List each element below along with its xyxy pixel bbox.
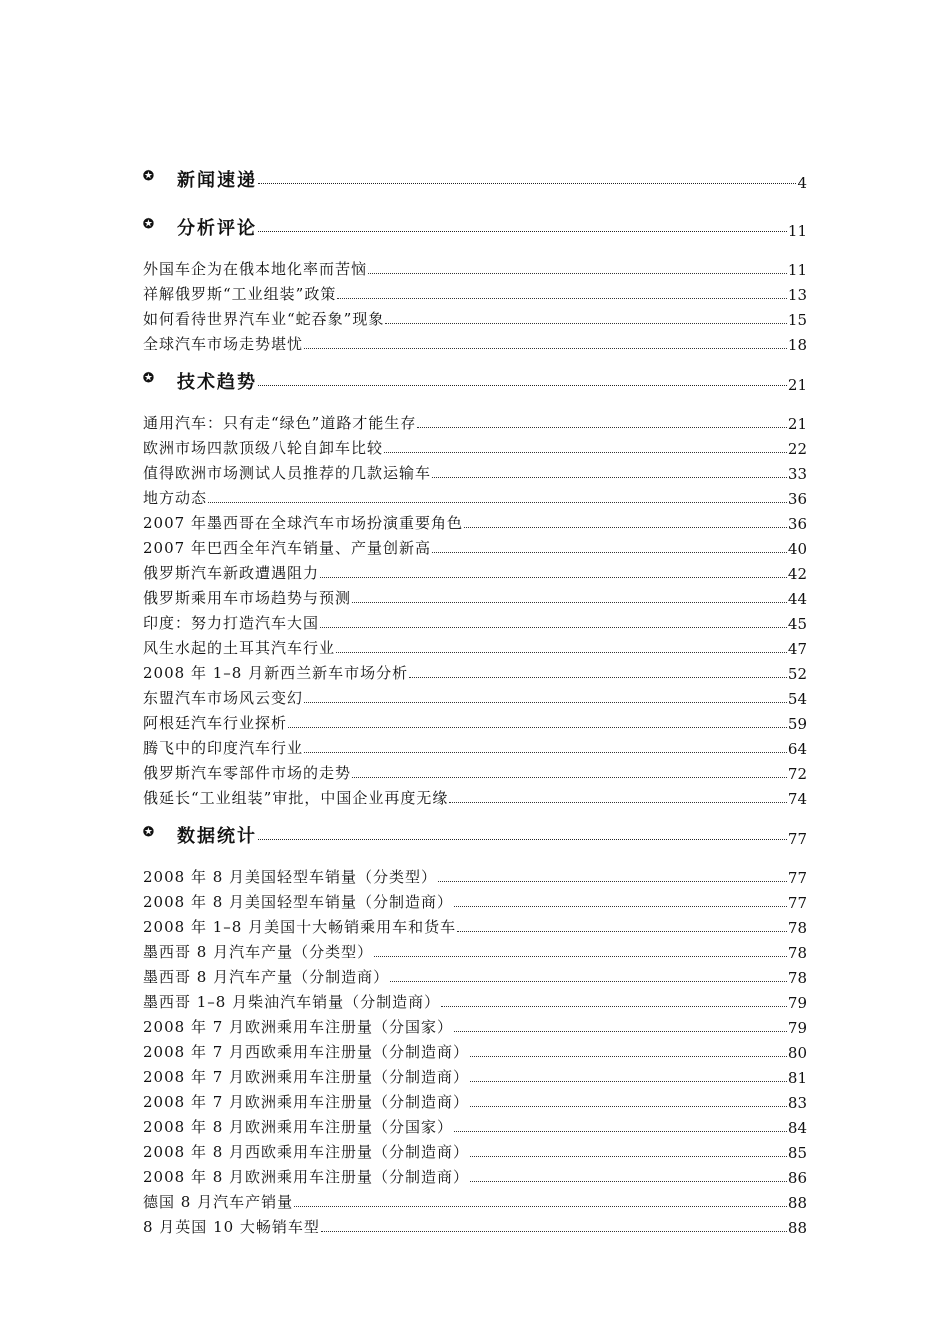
page-number: 11 (787, 222, 807, 240)
entry-title: 地方动态 (143, 489, 208, 507)
page-number: 21 (787, 415, 807, 433)
dot-leader (457, 931, 787, 932)
entry-title: 德国 8 月汽车产销量 (143, 1193, 294, 1211)
dot-leader (258, 385, 787, 386)
page-number: 22 (787, 440, 807, 458)
table-of-contents (143, 158, 807, 1243)
dot-leader (352, 602, 787, 603)
toc-section-heading[interactable] (143, 360, 807, 394)
entry-title: 2008 年 7 月欧洲乘用车注册量（分制造商） (143, 1093, 470, 1111)
page-number: 84 (787, 1119, 807, 1137)
toc-entry[interactable] (143, 1087, 807, 1112)
toc-entry[interactable] (143, 708, 807, 733)
page-number: 15 (787, 311, 807, 329)
page-number: 77 (787, 830, 807, 848)
entry-title: 阿根廷汽车行业探析 (143, 714, 288, 732)
dot-leader (304, 348, 787, 349)
toc-entry[interactable] (143, 658, 807, 683)
page-number: 85 (787, 1144, 807, 1162)
toc-section-heading[interactable] (143, 814, 807, 848)
entry-title: 风生水起的土耳其汽车行业 (143, 639, 336, 657)
toc-entry[interactable] (143, 279, 807, 304)
dot-leader (337, 298, 787, 299)
section-spacer (143, 1237, 807, 1243)
toc-entry[interactable] (143, 508, 807, 533)
page-number: 33 (787, 465, 807, 483)
page-number: 42 (787, 565, 807, 583)
entry-title: 2008 年 7 月欧洲乘用车注册量（分制造商） (143, 1068, 470, 1086)
page-number: 78 (787, 969, 807, 987)
toc-entry[interactable] (143, 1037, 807, 1062)
entry-title: 2008 年 8 月欧洲乘用车注册量（分国家） (143, 1118, 454, 1136)
page-number: 36 (787, 490, 807, 508)
page-number: 64 (787, 740, 807, 758)
toc-entry[interactable] (143, 937, 807, 962)
toc-entry[interactable] (143, 1162, 807, 1187)
toc-entry[interactable] (143, 862, 807, 887)
dot-leader (464, 527, 787, 528)
dot-leader (294, 1206, 787, 1207)
dot-leader (470, 1056, 787, 1057)
dot-leader (438, 881, 787, 882)
dot-leader (390, 981, 787, 982)
dot-leader (432, 477, 787, 478)
toc-entry[interactable] (143, 783, 807, 808)
toc-entry[interactable] (143, 433, 807, 458)
dot-leader (385, 323, 787, 324)
dot-leader (258, 183, 796, 184)
page-number: 74 (787, 790, 807, 808)
toc-entry[interactable] (143, 1187, 807, 1212)
entry-title: 俄罗斯汽车零部件市场的走势 (143, 764, 352, 782)
dot-leader (470, 1181, 787, 1182)
entry-title: 2008 年 1–8 月新西兰新车市场分析 (143, 664, 409, 682)
toc-entry[interactable] (143, 683, 807, 708)
toc-entry[interactable] (143, 1062, 807, 1087)
toc-entry[interactable] (143, 912, 807, 937)
dot-leader (258, 231, 787, 232)
toc-entry[interactable] (143, 608, 807, 633)
star-bullet-icon: ✪ (143, 825, 154, 840)
entry-title: 墨西哥 1–8 月柴油汽车销量（分制造商） (143, 993, 441, 1011)
dot-leader (454, 906, 787, 907)
toc-entry[interactable] (143, 458, 807, 483)
dot-leader (417, 427, 787, 428)
page-number: 47 (787, 640, 807, 658)
dot-leader (409, 677, 787, 678)
entry-title: 2008 年 7 月欧洲乘用车注册量（分国家） (143, 1018, 454, 1036)
page-number: 77 (787, 894, 807, 912)
dot-leader (470, 1156, 787, 1157)
entry-title: 墨西哥 8 月汽车产量（分类型） (143, 943, 374, 961)
page-number: 88 (787, 1194, 807, 1212)
page-number: 77 (787, 869, 807, 887)
entry-title: 2008 年 8 月美国轻型车销量（分制造商） (143, 893, 454, 911)
dot-leader (258, 839, 787, 840)
page-number: 36 (787, 515, 807, 533)
page-number: 72 (787, 765, 807, 783)
dot-leader (336, 652, 787, 653)
dot-leader (321, 1231, 787, 1232)
section-title: 数据统计 (177, 826, 257, 847)
page-number: 78 (787, 944, 807, 962)
toc-entry[interactable] (143, 583, 807, 608)
page-number: 59 (787, 715, 807, 733)
dot-leader (208, 502, 787, 503)
dot-leader (449, 802, 787, 803)
dot-leader (384, 452, 787, 453)
toc-entry[interactable] (143, 329, 807, 354)
toc-entry[interactable] (143, 1137, 807, 1162)
dot-leader (352, 777, 787, 778)
page-number: 4 (797, 174, 807, 192)
page-number: 13 (787, 286, 807, 304)
toc-entry[interactable] (143, 987, 807, 1012)
dot-leader (454, 1131, 787, 1132)
entry-title: 俄延长“工业组装”审批，中国企业再度无缘 (143, 789, 449, 807)
toc-entry[interactable] (143, 633, 807, 658)
page-number: 40 (787, 540, 807, 558)
toc-entry[interactable] (143, 1012, 807, 1037)
page-number: 11 (787, 261, 807, 279)
dot-leader (368, 273, 787, 274)
entry-title: 2008 年 1–8 月美国十大畅销乘用车和货车 (143, 918, 457, 936)
entry-title: 俄罗斯乘用车市场趋势与预测 (143, 589, 352, 607)
page-number: 52 (787, 665, 807, 683)
page-number: 80 (787, 1044, 807, 1062)
entry-title: 2008 年 8 月欧洲乘用车注册量（分制造商） (143, 1168, 470, 1186)
toc-entry[interactable] (143, 254, 807, 279)
dot-leader (374, 956, 787, 957)
entry-title: 2008 年 8 月美国轻型车销量（分类型） (143, 868, 438, 886)
toc-section-heading[interactable] (143, 206, 807, 240)
dot-leader (288, 727, 787, 728)
toc-entry[interactable] (143, 758, 807, 783)
dot-leader (454, 1031, 787, 1032)
toc-entry[interactable] (143, 533, 807, 558)
entry-title: 通用汽车：只有走“绿色”道路才能生存 (143, 414, 417, 432)
toc-entry[interactable] (143, 408, 807, 433)
toc-entry[interactable] (143, 1112, 807, 1137)
page-number: 54 (787, 690, 807, 708)
entry-title: 2008 年 8 月西欧乘用车注册量（分制造商） (143, 1143, 470, 1161)
page-number: 44 (787, 590, 807, 608)
entry-title: 全球汽车市场走势堪忧 (143, 335, 304, 353)
toc-entry[interactable] (143, 962, 807, 987)
page-number: 81 (787, 1069, 807, 1087)
page-number: 18 (787, 336, 807, 354)
toc-entry[interactable] (143, 558, 807, 583)
star-bullet-icon: ✪ (143, 371, 154, 386)
toc-entry[interactable] (143, 304, 807, 329)
star-bullet-icon: ✪ (143, 217, 154, 232)
entry-title: 2007 年墨西哥在全球汽车市场扮演重要角色 (143, 514, 463, 532)
dot-leader (304, 702, 787, 703)
page-number: 45 (787, 615, 807, 633)
entry-title: 欧洲市场四款顶级八轮自卸车比较 (143, 439, 384, 457)
dot-leader (304, 752, 787, 753)
entry-title: 如何看待世界汽车业“蛇吞象”现象 (143, 310, 385, 328)
page-number: 78 (787, 919, 807, 937)
dot-leader (320, 627, 787, 628)
page-number: 79 (787, 994, 807, 1012)
page-number: 88 (787, 1219, 807, 1237)
star-bullet-icon: ✪ (143, 169, 154, 184)
page-number: 86 (787, 1169, 807, 1187)
page-number: 79 (787, 1019, 807, 1037)
toc-section-heading[interactable] (143, 158, 807, 192)
entry-title: 外国车企为在俄本地化率而苦恼 (143, 260, 368, 278)
page-number: 21 (787, 376, 807, 394)
toc-entry[interactable] (143, 483, 807, 508)
dot-leader (320, 577, 787, 578)
dot-leader (470, 1081, 787, 1082)
toc-entry[interactable] (143, 887, 807, 912)
entry-title: 腾飞中的印度汽车行业 (143, 739, 304, 757)
entry-title: 祥解俄罗斯“工业组装”政策 (143, 285, 337, 303)
dot-leader (432, 552, 787, 553)
entry-title: 印度：努力打造汽车大国 (143, 614, 320, 632)
entry-title: 值得欧洲市场测试人员推荐的几款运输车 (143, 464, 432, 482)
page-number: 83 (787, 1094, 807, 1112)
dot-leader (470, 1106, 787, 1107)
entry-title: 墨西哥 8 月汽车产量（分制造商） (143, 968, 390, 986)
section-title: 新闻速递 (177, 170, 257, 191)
entry-title: 俄罗斯汽车新政遭遇阻力 (143, 564, 320, 582)
dot-leader (441, 1006, 787, 1007)
section-title: 技术趋势 (177, 372, 257, 393)
entry-title: 2008 年 7 月西欧乘用车注册量（分制造商） (143, 1043, 470, 1061)
entry-title: 8 月英国 10 大畅销车型 (143, 1218, 320, 1236)
entry-title: 东盟汽车市场风云变幻 (143, 689, 304, 707)
entry-title: 2007 年巴西全年汽车销量、产量创新高 (143, 539, 431, 557)
toc-entry[interactable] (143, 1212, 807, 1237)
section-title: 分析评论 (177, 218, 257, 239)
toc-entry[interactable] (143, 733, 807, 758)
